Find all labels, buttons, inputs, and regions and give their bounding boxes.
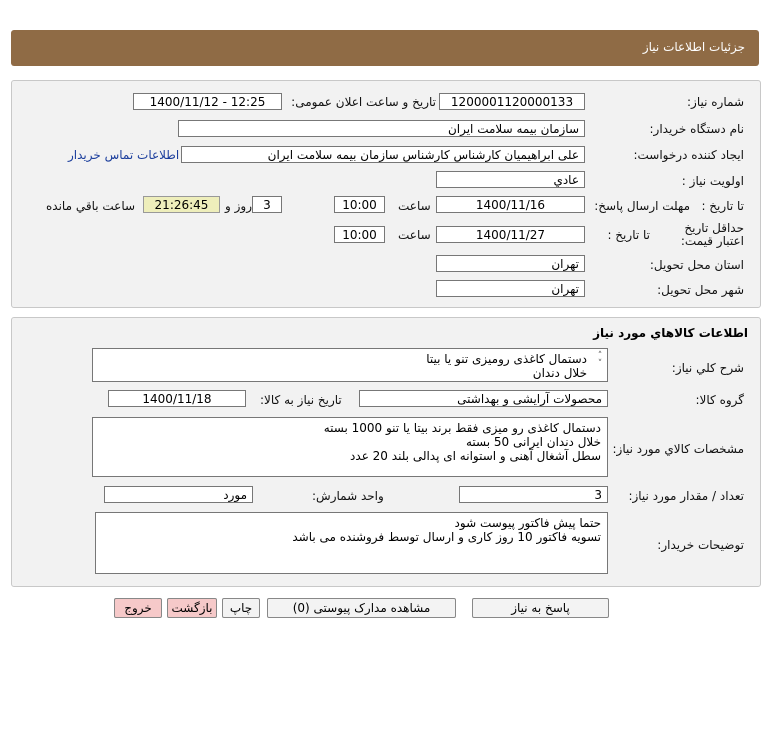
deadline-time-field: 10:00 [334,196,385,213]
validity-date-field: 1400/11/27 [436,226,585,243]
validity-time-label: ساعت [398,228,431,242]
buyer-name-label: نام دستگاه خریدار: [649,122,744,136]
quantity-field: 3 [459,486,608,503]
need-details-panel [11,80,761,308]
scroll-arrows-icon[interactable]: ˄ ˅ [597,351,603,369]
exit-button[interactable]: خروج [114,598,162,618]
priority-field: عادي [436,171,585,188]
view-attachments-button[interactable]: مشاهده مدارک پیوستی (0) [267,598,456,618]
deadline-label: مهلت ارسال پاسخ: [594,199,690,213]
print-button[interactable]: چاپ [222,598,260,618]
delivery-province-label: استان محل تحویل: [649,258,744,272]
deadline-to-date-label: تا تاریخ : [701,199,744,213]
specs-textarea[interactable]: دستمال کاغذی رو میزی فقط برند بیتا یا تنو 1000 بسته خلال دندان ایرانی 50 بسته سطل آشغال آهنی و استوانه ای پدالی بلند 20 عدد [92,417,608,477]
buyer-contact-link[interactable]: اطلاعات تماس خریدار [68,148,180,162]
quantity-label: تعداد / مقدار مورد نیاز: [628,489,744,503]
announce-datetime-field: 1400/11/12 - 12:25 [133,93,282,110]
delivery-province-field: تهران [436,255,585,272]
goods-group-label: گروه کالا: [695,393,744,407]
delivery-city-label: شهر محل تحویل: [657,283,744,297]
back-button[interactable]: بازگشت [167,598,217,618]
request-creator-label: ایجاد کننده درخواست: [633,148,744,162]
remaining-days-field: 3 [252,196,282,213]
remaining-time-label: ساعت باقي مانده [46,199,136,213]
validity-to-date-label: تا تاریخ : [607,228,650,242]
reply-button[interactable]: پاسخ به نیاز [472,598,609,618]
summary-textarea[interactable]: دستمال کاغذی رومیزی تنو یا بیتا خلال دندان [92,348,608,382]
buyer-notes-textarea[interactable]: حتما پیش فاکتور پیوست شود تسویه فاکتور 10 روز کاری و ارسال توسط فروشنده می باشد [95,512,608,574]
remaining-time-display: 21:26:45 [143,196,220,213]
deadline-time-label: ساعت [398,199,431,213]
announce-datetime-label: تاریخ و ساعت اعلان عمومی: [291,95,436,109]
unit-label: واحد شمارش: [312,489,384,503]
need-date-label: تاریخ نیاز به کالا: [260,393,342,407]
unit-field: مورد [104,486,253,503]
days-label: روز و [225,199,252,213]
summary-label: شرح کلي نياز: [671,361,744,375]
priority-label: اولویت نیاز : [681,174,744,188]
request-creator-field: علی ابراهیمیان کارشناس کارشناس سازمان بیمه سلامت ایران [181,146,585,163]
delivery-city-field: تهران [436,280,585,297]
price-validity-label: حداقل تاریخ اعتبار قیمت: [680,221,744,248]
specs-label: مشخصات کالاي مورد نياز: [612,442,744,456]
goods-group-field: محصولات آرایشی و بهداشتی [359,390,608,407]
goods-section-title: اطلاعات کالاهاي مورد نياز [593,326,748,340]
need-number-field: 1200001120000133 [439,93,585,110]
need-date-field: 1400/11/18 [108,390,246,407]
validity-time-field: 10:00 [334,226,385,243]
goods-info-panel [11,317,761,587]
page-header [11,30,759,66]
deadline-date-field: 1400/11/16 [436,196,585,213]
need-number-label: شماره نیاز: [687,95,744,109]
buyer-name-field: سازمان بیمه سلامت ایران [178,120,585,137]
buyer-notes-label: توضیحات خریدار: [657,538,744,552]
page-title: جزئیات اطلاعات نیاز [642,40,745,54]
